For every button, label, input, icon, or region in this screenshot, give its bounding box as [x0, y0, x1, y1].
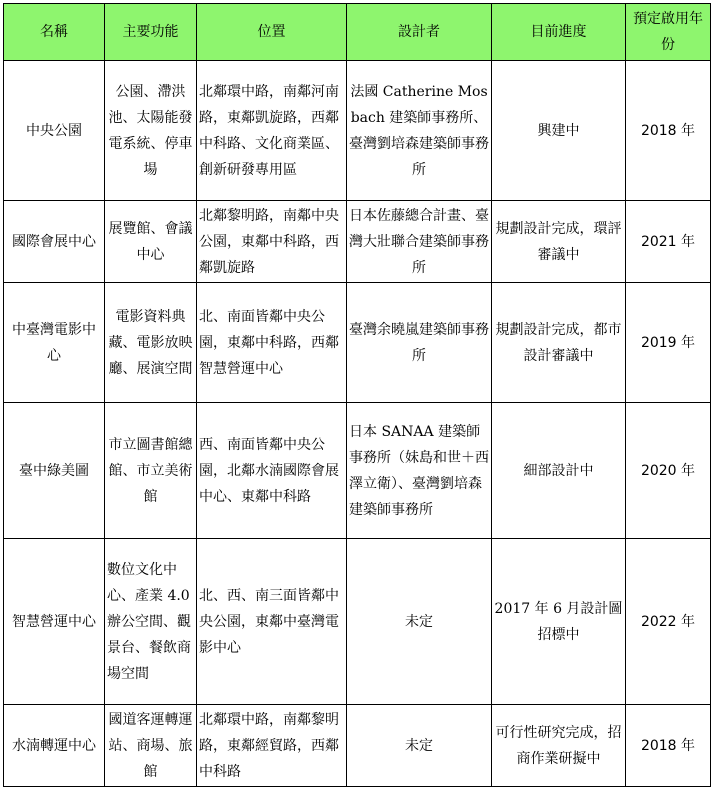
cell-year: 2018 年 [626, 61, 711, 201]
cell-designer: 法國 Catherine Mosbach 建築師事務所、臺灣劉培森建築師事務所 [347, 61, 492, 201]
header-progress: 目前進度 [492, 4, 626, 61]
cell-name: 國際會展中心 [4, 201, 105, 283]
cell-location: 北鄰黎明路，南鄰中央公園，東鄰中科路，西鄰凱旋路 [197, 201, 347, 283]
cell-location: 北、南面皆鄰中央公園，東鄰中科路，西鄰智慧營運中心 [197, 283, 347, 403]
header-function: 主要功能 [105, 4, 197, 61]
header-year: 預定啟用年份 [626, 4, 711, 61]
cell-function: 公園、滯洪池、太陽能發電系統、停車場 [105, 61, 197, 201]
cell-designer: 日本 SANAA 建築師事務所（妹島和世＋西澤立衛）、臺灣劉培森建築師事務所 [347, 403, 492, 539]
header-designer: 設計者 [347, 4, 492, 61]
cell-location: 北、西、南三面皆鄰中央公園，東鄰中臺灣電影中心 [197, 539, 347, 705]
table-row [4, 61, 711, 201]
cell-name: 中央公園 [4, 61, 105, 201]
cell-function: 電影資料典藏、電影放映廳、展演空間 [105, 283, 197, 403]
cell-location: 西、南面皆鄰中央公園，北鄰水湳國際會展中心、東鄰中科路 [197, 403, 347, 539]
cell-progress: 2017 年 6 月設計圖招標中 [492, 539, 626, 705]
cell-function: 國道客運轉運站、商場、旅館 [105, 705, 197, 787]
cell-function: 展覽館、會議中心 [105, 201, 197, 283]
cell-progress: 可行性研究完成，招商作業研擬中 [492, 705, 626, 787]
cell-progress: 規劃設計完成，都市設計審議中 [492, 283, 626, 403]
cell-year: 2018 年 [626, 705, 711, 787]
cell-location: 北鄰環中路，南鄰黎明路，東鄰經貿路，西鄰中科路 [197, 705, 347, 787]
cell-function: 市立圖書館總館、市立美術館 [105, 403, 197, 539]
table-row [4, 403, 711, 539]
table-row [4, 201, 711, 283]
projects-table [3, 3, 711, 787]
table-row [4, 283, 711, 403]
cell-year: 2020 年 [626, 403, 711, 539]
cell-designer: 日本佐藤總合計畫、臺灣大壯聯合建築師事務所 [347, 201, 492, 283]
cell-location: 北鄰環中路，南鄰河南路，東鄰凱旋路，西鄰中科路、文化商業區、創新研發專用區 [197, 61, 347, 201]
cell-year: 2019 年 [626, 283, 711, 403]
table-row [4, 539, 711, 705]
cell-function: 數位文化中心、產業 4.0 辦公空間、觀景台、餐飲商場空間 [105, 539, 197, 705]
cell-designer: 未定 [347, 705, 492, 787]
cell-name: 中臺灣電影中心 [4, 283, 105, 403]
cell-progress: 細部設計中 [492, 403, 626, 539]
cell-designer: 臺灣余曉嵐建築師事務所 [347, 283, 492, 403]
cell-progress: 規劃設計完成，環評審議中 [492, 201, 626, 283]
cell-designer: 未定 [347, 539, 492, 705]
header-location: 位置 [197, 4, 347, 61]
header-name: 名稱 [4, 4, 105, 61]
cell-name: 臺中綠美圖 [4, 403, 105, 539]
cell-year: 2021 年 [626, 201, 711, 283]
cell-name: 水湳轉運中心 [4, 705, 105, 787]
cell-progress: 興建中 [492, 61, 626, 201]
table-header-row [4, 4, 711, 61]
cell-year: 2022 年 [626, 539, 711, 705]
table-row [4, 705, 711, 787]
cell-name: 智慧營運中心 [4, 539, 105, 705]
